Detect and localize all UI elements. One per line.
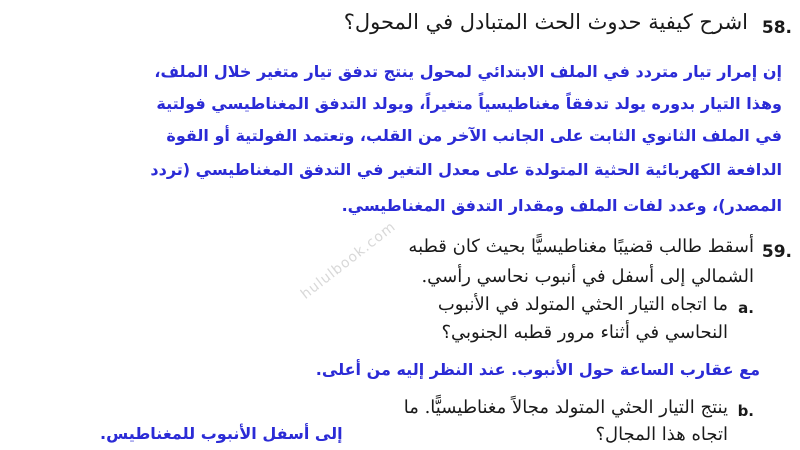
answer-59b: إلى أسفل الأنبوب للمغناطيس. bbox=[100, 424, 343, 443]
part-b-line-1: ينتج التيار الحثي المتولد مجالاً مغناطيسيًّا. ما bbox=[403, 397, 728, 418]
watermark: hululbook.com bbox=[298, 218, 400, 303]
question-59-line-2: الشمالي إلى أسفل في أنبوب نحاسي رأسي. bbox=[421, 266, 754, 287]
question-59-line-1: أسقط طالب قضيبًا مغناطيسيًّا بحيث كان قطبه bbox=[408, 236, 754, 257]
answer-58-line-2: وهذا التيار بدوره يولد تدفقاً مغناطيسياً متغيراً، ويولد التدفق المغناطيسي فولتية bbox=[156, 94, 782, 113]
part-a-letter: a. bbox=[738, 299, 754, 317]
answer-58-line-5: المصدر)، وعدد لفات الملف ومقدار التدفق المغناطيسي. bbox=[341, 196, 782, 215]
question-58-text: اشرح كيفية حدوث الحث المتبادل في المحول؟ bbox=[343, 10, 748, 34]
part-a-line-1: ما اتجاه التيار الحثي المتولد في الأنبوب bbox=[437, 294, 728, 315]
part-a-line-2: النحاسي في أثناء مرور قطبه الجنوبي؟ bbox=[441, 322, 728, 343]
part-b-letter: b. bbox=[737, 402, 754, 420]
answer-58-line-1: إن إمرار تيار متردد في الملف الابتدائي لمحول ينتج تدفق تيار متغير خلال الملف، bbox=[154, 62, 782, 81]
question-59-number: 59. bbox=[761, 242, 792, 262]
answer-58-line-3: في الملف الثانوي الثابت على الجانب الآخر من القلب، وتعتمد الفولتية أو القوة bbox=[166, 126, 782, 145]
answer-59a: مع عقارب الساعة حول الأنبوب. عند النظر إليه من أعلى. bbox=[315, 360, 760, 379]
question-58-number: 58. bbox=[761, 18, 792, 38]
part-b-line-2: اتجاه هذا المجال؟ bbox=[595, 424, 728, 445]
answer-58-line-4: الدافعة الكهربائية الحثية المتولدة على معدل التغير في التدفق المغناطيسي (تردد bbox=[150, 160, 782, 179]
